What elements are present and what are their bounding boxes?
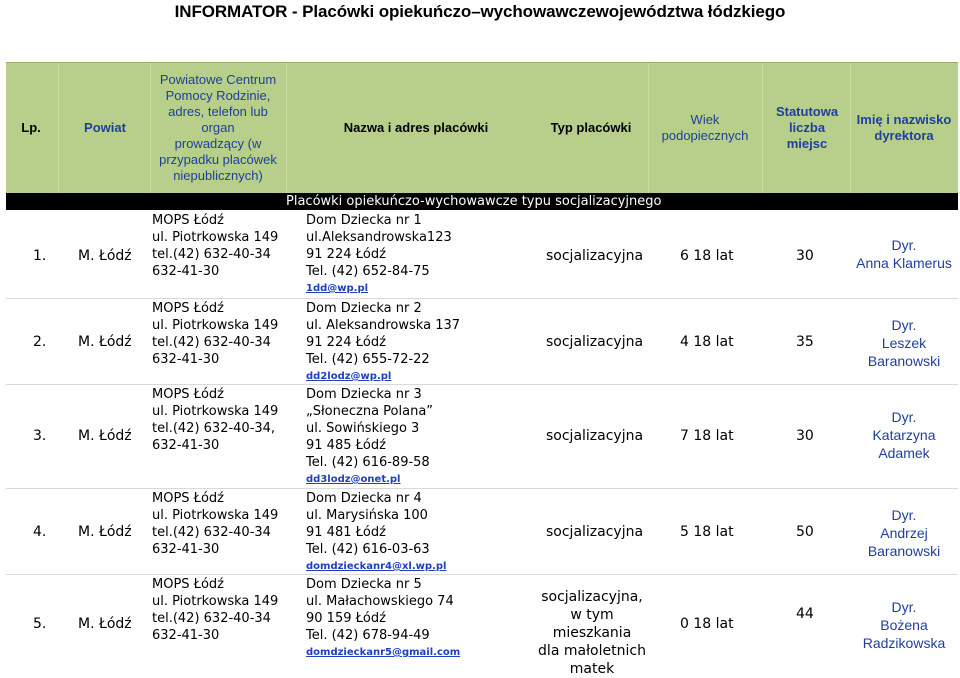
- row-organ: MOPS Łódź ul. Piotrkowska 149 tel.(42) 632-40-34, 632-41-30: [152, 387, 279, 453]
- header-typ: Typ placówki: [550, 120, 632, 135]
- row-lp: 2.: [33, 334, 47, 350]
- row-miejsca: 30: [796, 428, 814, 444]
- header-powiat: Powiat: [84, 120, 126, 135]
- table-header: [6, 62, 958, 194]
- header-wiek: Wiek podopiecznych: [661, 112, 749, 143]
- header-organ: Powiatowe Centrum Pomocy Rodzinie, adres, telefon lub organ prowadzący (w przypadku placówek niepublicznych): [159, 72, 277, 183]
- row-typ: socjalizacyjna: [546, 428, 644, 444]
- row-lp: 1.: [33, 248, 47, 264]
- row-wiek: 4 18 lat: [680, 334, 734, 350]
- row-wiek: 6 18 lat: [680, 248, 734, 264]
- email-link[interactable]: dd2lodz@wp.pl: [306, 371, 392, 382]
- row-lp: 4.: [33, 524, 47, 540]
- row-organ: MOPS Łódź ul. Piotrkowska 149 tel.(42) 632-40-34 632-41-30: [152, 577, 279, 643]
- row-wiek: 5 18 lat: [680, 524, 734, 540]
- page-title: INFORMATOR - Placówki opiekuńczo–wychowawczewojewództwa łódzkiego: [174, 2, 786, 21]
- row-facility: Dom Dziecka nr 3 „Słoneczna Polana” ul. Sowińskiego 3 91 485 Łódź Tel. (42) 616-89-58 dd3lodz@onet.pl: [306, 386, 433, 488]
- row-dyrektor: Dyr. Bożena Radzikowska: [862, 599, 946, 651]
- row-typ: socjalizacyjna: [546, 524, 644, 540]
- row-facility: Dom Dziecka nr 1 ul.Aleksandrowska123 91 224 Łódź Tel. (42) 652-84-75 1dd@wp.pl: [306, 212, 452, 297]
- row-wiek: 0 18 lat: [680, 616, 734, 632]
- row-miejsca: 50: [796, 524, 814, 540]
- row-miejsca: 30: [796, 248, 814, 264]
- row-powiat: M. Łódź: [78, 248, 132, 264]
- row-dyrektor: Dyr. Katarzyna Adamek: [872, 409, 936, 461]
- row-powiat: M. Łódź: [78, 616, 132, 632]
- header-nazwa: Nazwa i adres placówki: [343, 120, 489, 135]
- row-powiat: M. Łódź: [78, 334, 132, 350]
- row-dyrektor: Dyr. Andrzej Baranowski: [867, 507, 941, 559]
- row-typ: socjalizacyjna, w tym mieszkania dla małoletnich matek: [538, 589, 646, 677]
- row-powiat: M. Łódź: [78, 524, 132, 540]
- row-typ: socjalizacyjna: [546, 248, 644, 264]
- row-organ: MOPS Łódź ul. Piotrkowska 149 tel.(42) 632-40-34 632-41-30: [152, 213, 279, 279]
- row-organ: MOPS Łódź ul. Piotrkowska 149 tel.(42) 632-40-34 632-41-30: [152, 301, 279, 367]
- row-lp: 3.: [33, 428, 47, 444]
- row-lp: 5.: [33, 616, 47, 632]
- row-typ: socjalizacyjna: [546, 334, 644, 350]
- row-wiek: 7 18 lat: [680, 428, 734, 444]
- row-dyrektor: Dyr. Leszek Baranowski: [867, 317, 941, 369]
- header-lp: Lp.: [21, 120, 41, 135]
- row-miejsca: 44: [796, 606, 814, 622]
- row-miejsca: 35: [796, 334, 814, 350]
- email-link[interactable]: 1dd@wp.pl: [306, 283, 369, 294]
- row-facility: Dom Dziecka nr 5 ul. Małachowskiego 74 90 159 Łódź Tel. (42) 678-94-49 domdzieckanr5@gmail.com: [306, 576, 460, 661]
- email-link[interactable]: dd3lodz@onet.pl: [306, 474, 401, 485]
- header-dyrektor: Imię i nazwisko dyrektora: [856, 112, 952, 143]
- header-liczba: Statutowa liczba miejsc: [775, 104, 839, 151]
- email-link[interactable]: domdzieckanr5@gmail.com: [306, 647, 461, 658]
- row-facility: Dom Dziecka nr 2 ul. Aleksandrowska 137 91 224 Łódź Tel. (42) 655-72-22 dd2lodz@wp.pl: [306, 300, 460, 385]
- row-organ: MOPS Łódź ul. Piotrkowska 149 tel.(42) 632-40-34 632-41-30: [152, 491, 279, 557]
- email-link[interactable]: domdzieckanr4@xl.wp.pl: [306, 561, 447, 572]
- section-title: Placówki opiekuńczo-wychowawcze typu socjalizacyjnego: [286, 194, 662, 209]
- row-facility: Dom Dziecka nr 4 ul. Marysińska 100 91 481 Łódź Tel. (42) 616-03-63 domdzieckanr4@xl.wp.pl: [306, 490, 446, 575]
- row-dyrektor: Dyr. Anna Klamerus: [856, 237, 952, 271]
- row-powiat: M. Łódź: [78, 428, 132, 444]
